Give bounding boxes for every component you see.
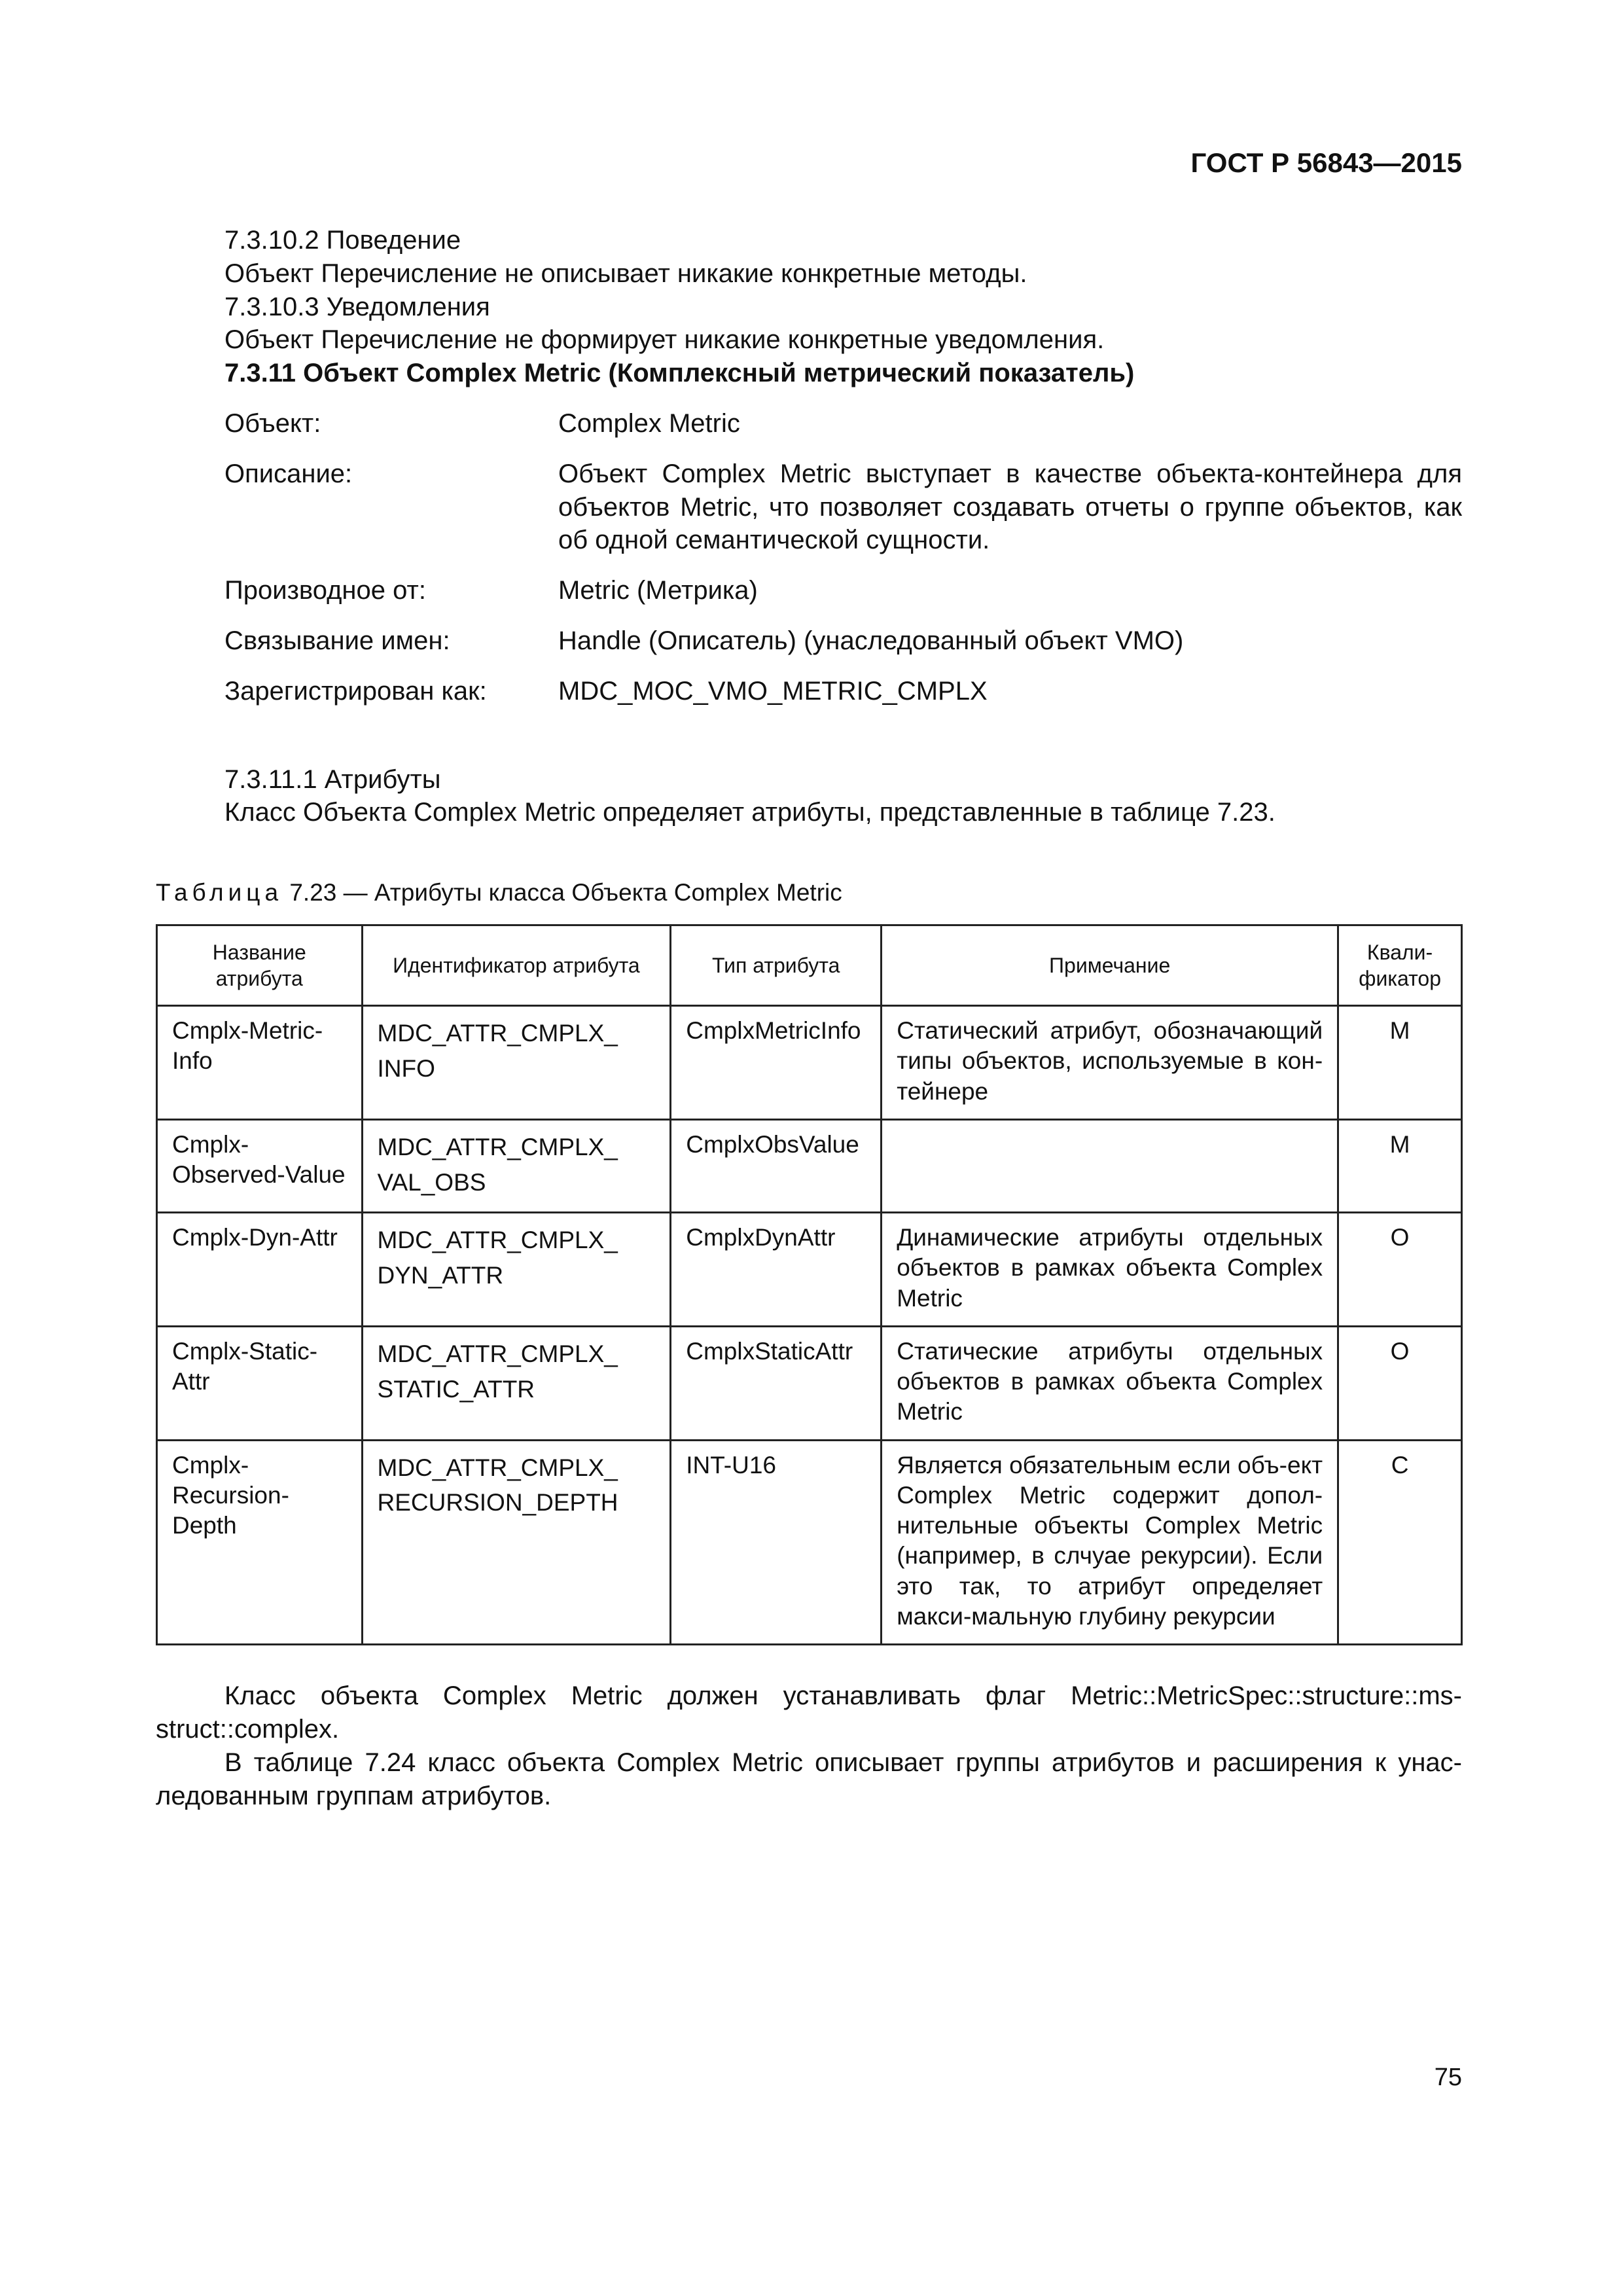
definition-value: Complex Metric (558, 408, 740, 438)
closing-paragraphs (156, 1679, 1462, 1812)
table-caption-text: 7.23 — Атрибуты класса Объекта Complex Metric (283, 879, 842, 906)
attribute-name: Cmplx-Static-Attr (157, 1326, 363, 1440)
table-caption (156, 878, 1462, 908)
table-row (157, 1213, 1462, 1327)
column-header: Примечание (882, 925, 1338, 1006)
table-row (157, 1440, 1462, 1645)
identifier-line: MDC_ATTR_CMPLX_ (377, 1133, 618, 1160)
definition-row (224, 675, 1462, 708)
subsection-heading-behavior: 7.3.10.2 Поведение (224, 226, 461, 255)
definition-value: Handle (Описатель) (унаследованный объект VMO) (558, 626, 1184, 655)
definition-row (224, 457, 1462, 557)
attributes-table (156, 924, 1463, 1645)
attribute-type: CmplxStaticAttr (671, 1326, 882, 1440)
attribute-type: CmplxDynAttr (671, 1213, 882, 1327)
definition-row (224, 624, 1462, 658)
identifier-line: DYN_ATTR (377, 1261, 504, 1289)
identifier-line: STATIC_ATTR (377, 1375, 535, 1403)
document-code: ГОСТ Р 56843—2015 (1190, 147, 1462, 178)
table-row (157, 1119, 1462, 1212)
definition-row (224, 407, 1462, 440)
definition-list (156, 407, 1462, 708)
subsection-heading-notifications: 7.3.10.3 Уведомления (224, 292, 490, 321)
notifications-text: Объект Перечисление не формирует никакие конкретные уведомления. (224, 325, 1105, 355)
attribute-type: CmplxMetricInfo (671, 1006, 882, 1120)
closing-paragraph: В таблице 7.24 класс объекта Complex Metric описывает группы атрибутов и расширения к унас-ледованным группам атрибутов. (156, 1748, 1462, 1810)
definition-value: Metric (Метрика) (558, 576, 758, 605)
behavior-text: Объект Перечисление не описывает никакие конкретные методы. (224, 259, 1027, 288)
definition-label: Связывание имен: (224, 626, 450, 655)
identifier-line: INFO (377, 1054, 435, 1082)
identifier-line: MDC_ATTR_CMPLX_ (377, 1454, 618, 1481)
attribute-identifier (362, 1006, 671, 1120)
identifier-line: MDC_ATTR_CMPLX_ (377, 1227, 618, 1254)
attribute-name: Cmplx-Observed-Value (157, 1119, 363, 1212)
attribute-note: Является обязательным если объ-ект Complex Metric содержит допол-нительные объекты Complex Metric (например, в слчуае рекурсии). Если это так, то атрибут определяет макси-мальную глубину рекурсии (882, 1440, 1338, 1645)
table-caption-word: Таблица (156, 879, 283, 906)
definition-label: Производное от: (224, 576, 426, 605)
attribute-qualifier: C (1338, 1440, 1462, 1645)
attribute-qualifier: M (1338, 1119, 1462, 1212)
attribute-identifier (362, 1213, 671, 1327)
attribute-note: Статические атрибуты отдельных объектов в рамках объекта Complex Metric (882, 1326, 1338, 1440)
section-title: 7.3.11 Объект Complex Metric (Комплексный метрический показатель) (224, 359, 1135, 388)
attribute-qualifier: O (1338, 1326, 1462, 1440)
definition-row (224, 574, 1462, 607)
table-row (157, 1326, 1462, 1440)
closing-paragraph: Класс объекта Complex Metric должен устанавливать флаг Metric::MetricSpec::structure::ms-struct::complex. (156, 1681, 1462, 1744)
definition-label: Зарегистрирован как: (224, 676, 487, 706)
table-header-row (157, 925, 1462, 1006)
definition-label: Объект: (224, 408, 321, 438)
attribute-name: Cmplx-Recursion-Depth (157, 1440, 363, 1645)
attribute-note: Статический атрибут, обозначающий типы объектов, используемые в кон-тейнере (882, 1006, 1338, 1120)
identifier-line: VAL_OBS (377, 1168, 486, 1196)
attribute-type: INT-U16 (671, 1440, 882, 1645)
attribute-identifier (362, 1440, 671, 1645)
page-number: 75 (1434, 2064, 1462, 2091)
attribute-identifier (362, 1326, 671, 1440)
page-content (156, 224, 1462, 1812)
attribute-type: CmplxObsValue (671, 1119, 882, 1212)
definition-value: MDC_MOC_VMO_METRIC_CMPLX (558, 676, 988, 706)
identifier-line: MDC_ATTR_CMPLX_ (377, 1020, 618, 1047)
column-header: Тип атрибута (671, 925, 882, 1006)
attributes-text: Класс Объекта Complex Metric определяет атрибуты, представленные в таблице 7.23. (224, 798, 1275, 827)
column-header: Название атрибута (157, 925, 363, 1006)
attribute-note: Динамические атрибуты отдельных объектов в рамках объекта Complex Metric (882, 1213, 1338, 1327)
attributes-heading: 7.3.11.1 Атрибуты (224, 764, 441, 794)
identifier-line: RECURSION_DEPTH (377, 1489, 618, 1516)
table-row (157, 1006, 1462, 1120)
attribute-qualifier: O (1338, 1213, 1462, 1327)
attribute-name: Cmplx-Dyn-Attr (157, 1213, 363, 1327)
attribute-note (882, 1119, 1338, 1212)
identifier-line: MDC_ATTR_CMPLX_ (377, 1340, 618, 1367)
attribute-identifier (362, 1119, 671, 1212)
column-header: Идентификатор атрибута (362, 925, 671, 1006)
column-header: Квали-фикатор (1338, 925, 1462, 1006)
attribute-name: Cmplx-Metric-Info (157, 1006, 363, 1120)
definition-label: Описание: (224, 459, 353, 488)
definition-value: Объект Complex Metric выступает в качестве объекта-контейнера для объектов Metric, что позволяет создавать отчеты о группе объектов, как об одной семантической сущности. (558, 459, 1462, 555)
attribute-qualifier: M (1338, 1006, 1462, 1120)
